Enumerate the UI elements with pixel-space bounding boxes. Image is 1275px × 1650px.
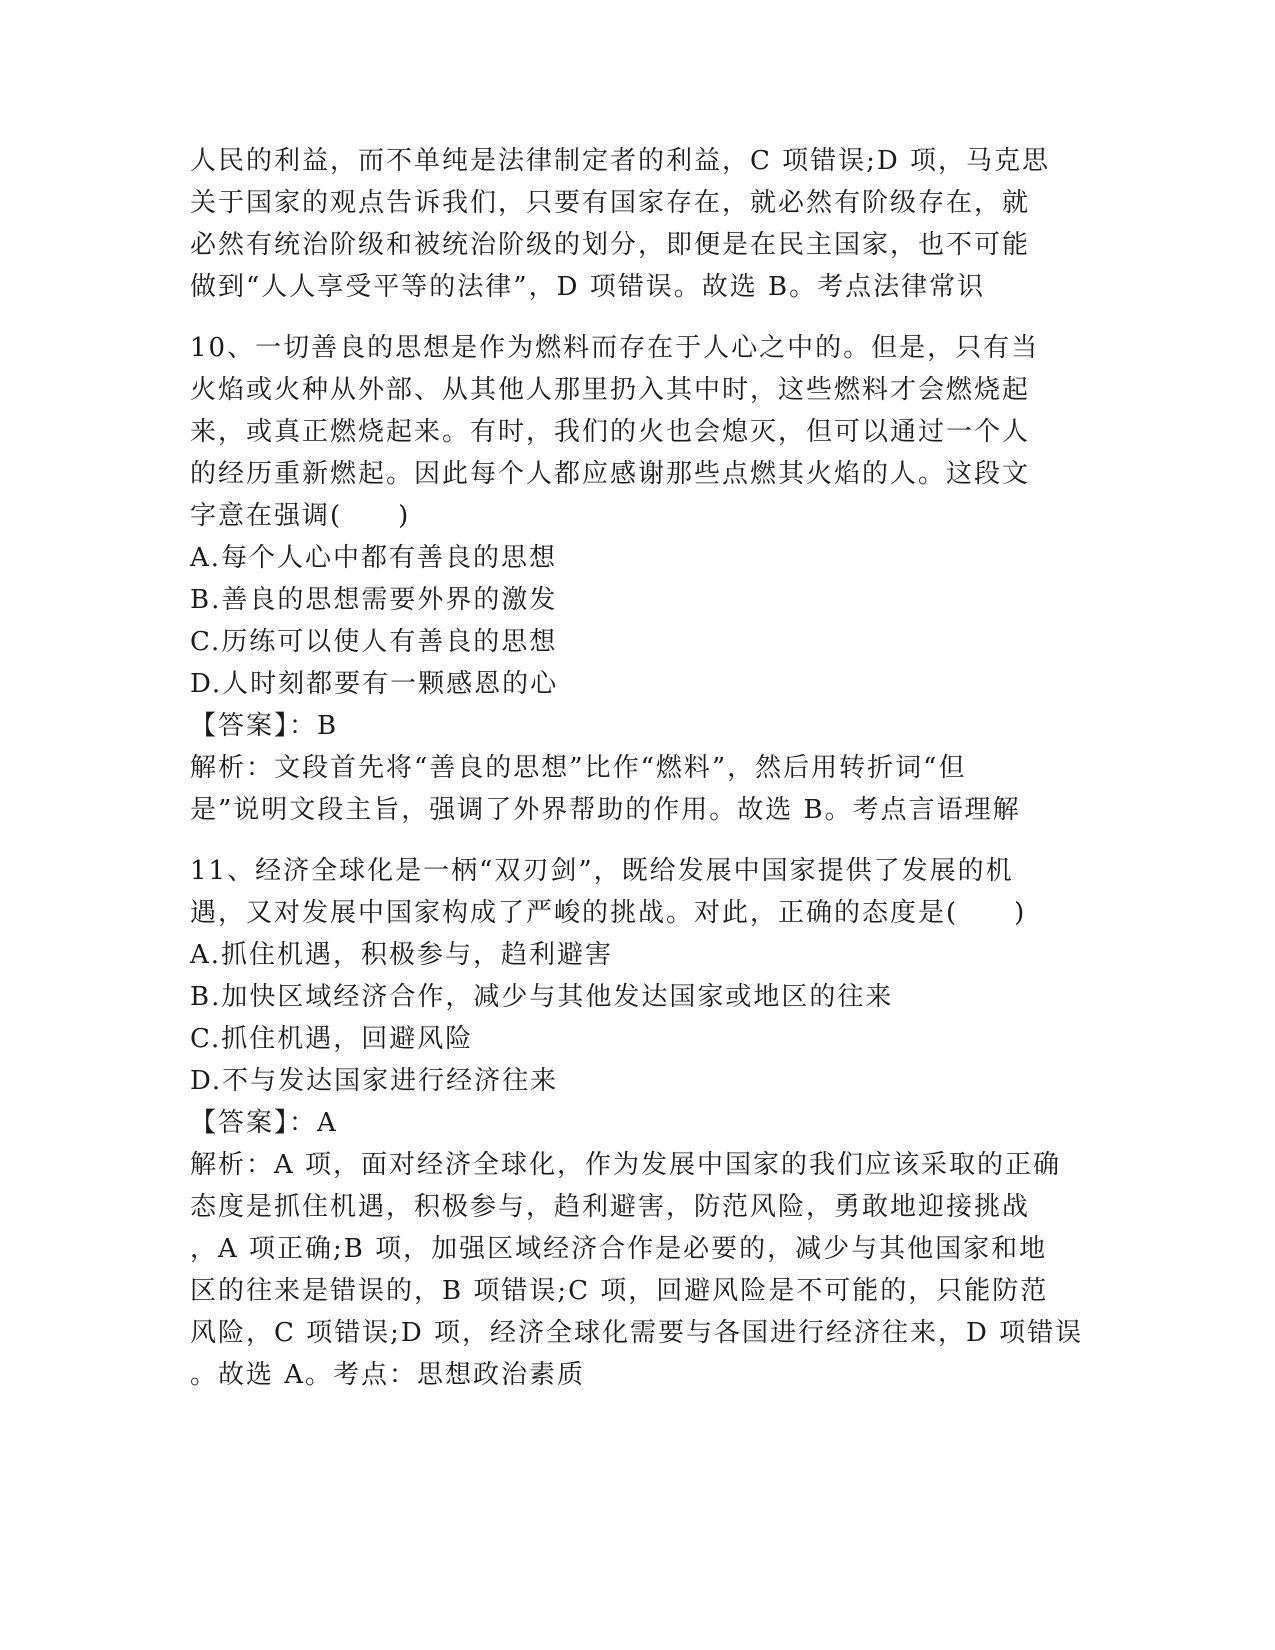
text-line: 人民的利益，而不单纯是法律制定者的利益，C 项错误;D 项，马克思 [190, 146, 1051, 176]
text-line: 区的往来是错误的，B 项错误;C 项，回避风险是不可能的，只能防范 [190, 1276, 1049, 1306]
text-line: 风险，C 项错误;D 项，经济全球化需要与各国进行经济往来，D 项错误 [190, 1318, 1084, 1348]
option-c: C.历练可以使人有善良的思想 [190, 627, 558, 657]
text-line: 做到“人人享受平等的法律”，D 项错误。故选 B。考点法律常识 [190, 272, 986, 302]
answer-label: 【答案】：B [190, 711, 339, 741]
text-line: 关于国家的观点告诉我们，只要有国家存在，就必然有阶级存在，就 [190, 188, 1031, 218]
text-line: 。故选 A。考点：思想政治素质 [190, 1360, 586, 1390]
text-line: 的经历重新燃起。因此每个人都应感谢那些点燃其火焰的人。这段文 [190, 459, 1031, 489]
text-line: 态度是抓住机遇，积极参与，趋利避害，防范风险，勇敢地迎接挑战 [190, 1192, 1031, 1222]
option-a: A.抓住机遇，积极参与，趋利避害 [190, 940, 614, 970]
text-line: 是”说明文段主旨，强调了外界帮助的作用。故选 B。考点言语理解 [190, 795, 1021, 825]
text-line: 遇，又对发展中国家构成了严峻的挑战。对此，正确的态度是( ) [190, 898, 1027, 928]
text-line: 火焰或火种从外部、从其他人那里扔入其中时，这些燃料才会燃烧起 [190, 375, 1031, 405]
option-c: C.抓住机遇，回避风险 [190, 1024, 474, 1054]
answer-label: 【答案】：A [190, 1108, 338, 1138]
question-11-stem: 11、经济全球化是一柄“双刃剑”，既给发展中国家提供了发展的机 [190, 856, 1014, 886]
text-line: 字意在强调( ) [190, 501, 411, 531]
option-b: B.加快区域经济合作，减少与其他发达国家或地区的往来 [190, 982, 894, 1012]
text-line: ，A 项正确;B 项，加强区域经济合作是必要的，减少与其他国家和地 [190, 1234, 1048, 1264]
option-d: D.人时刻都要有一颗感恩的心 [190, 669, 559, 699]
text-line: 来，或真正燃烧起来。有时，我们的火也会熄灭，但可以通过一个人 [190, 417, 1031, 447]
option-d: D.不与发达国家进行经济往来 [190, 1066, 559, 1096]
option-a: A.每个人心中都有善良的思想 [190, 543, 558, 573]
text-line: 必然有统治阶级和被统治阶级的划分，即便是在民主国家，也不可能 [190, 230, 1031, 260]
analysis-text: 解析：文段首先将“善良的思想”比作“燃料”，然后用转折词“但 [190, 753, 967, 783]
question-10-stem: 10、一切善良的思想是作为燃料而存在于人心之中的。但是，只有当 [190, 333, 1040, 363]
option-b: B.善良的思想需要外界的激发 [190, 585, 558, 615]
analysis-text: 解析：A 项，面对经济全球化，作为发展中国家的我们应该采取的正确 [190, 1150, 1062, 1180]
